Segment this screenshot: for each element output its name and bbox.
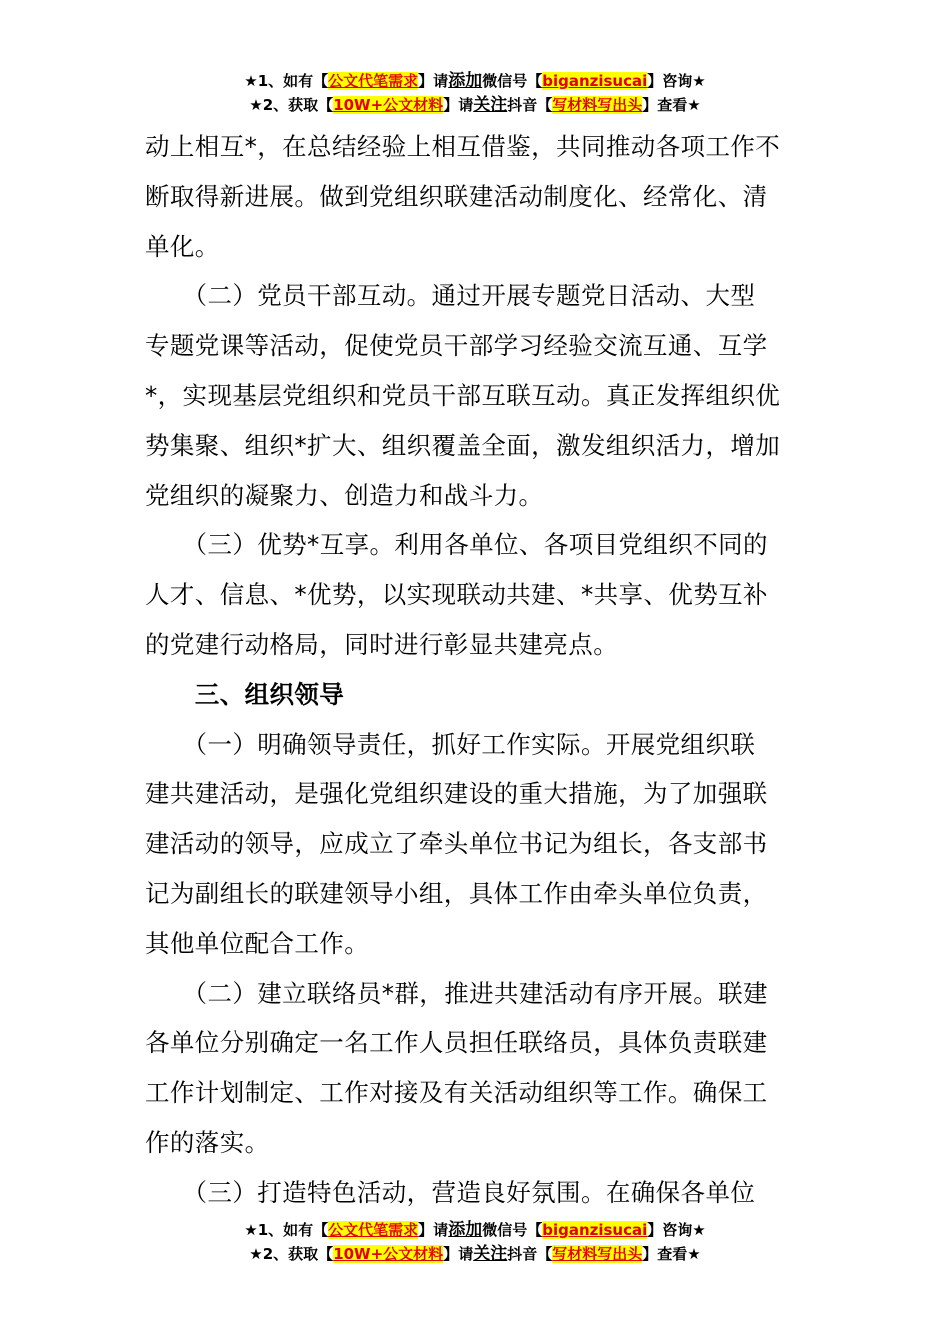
banner-highlight: 写材料写出头	[552, 1245, 643, 1263]
text-line: （三）打造特色活动，营造良好氛围。在确保各单位	[145, 1177, 756, 1207]
footer-banner	[0, 1218, 950, 1266]
banner-text: 】查看★	[642, 1245, 701, 1263]
banner-text: 】请	[418, 1221, 449, 1239]
banner-text: 抖音【	[507, 96, 553, 114]
banner-text: 】咨询★	[647, 72, 706, 90]
banner-text: 抖音【	[507, 1245, 553, 1263]
text-line: 作的落实。	[145, 1127, 270, 1157]
banner-text: 微信号【	[482, 72, 543, 90]
text-line: 各单位分别确定一名工作人员担任联络员，具体负责联建	[145, 1028, 768, 1058]
header-banner	[0, 69, 950, 117]
banner-highlight: biganzisucai	[542, 1221, 648, 1239]
text-line: 记为副组长的联建领导小组，具体工作由牵头单位负责，	[145, 878, 768, 908]
text-line: （三）优势*互享。利用各单位、各项目党组织不同的	[145, 530, 768, 560]
text-line: 其他单位配合工作。	[145, 928, 370, 958]
banner-text: ★1、如有【	[244, 1221, 329, 1239]
text-line: 断取得新进展。做到党组织联建活动制度化、经常化、清	[145, 181, 768, 211]
banner-text: 】咨询★	[647, 1221, 706, 1239]
banner-text: 微信号【	[482, 1221, 543, 1239]
text-line: （二）党员干部互动。通过开展专题党日活动、大型	[145, 281, 756, 311]
text-line: 建共建活动，是强化党组织建设的重大措施，为了加强联	[145, 779, 768, 809]
document-body	[145, 122, 825, 1218]
text-line: 单化。	[145, 231, 220, 261]
text-line: 势集聚、组织*扩大、组织覆盖全面，激发组织活力，增加	[145, 430, 781, 460]
banner-line-2	[0, 1242, 950, 1266]
banner-text: 】请	[443, 96, 474, 114]
banner-line-1	[0, 69, 950, 93]
banner-line-1	[0, 1218, 950, 1242]
text-line: 的党建行动格局，同时进行彰显共建亮点。	[145, 629, 619, 659]
banner-text: 】请	[418, 72, 449, 90]
banner-highlight: 公文代笔需求	[328, 72, 419, 90]
banner-text: ★2、获取【	[249, 1245, 334, 1263]
banner-emphasis: 关注	[473, 95, 508, 115]
text-line: *，实现基层党组织和党员干部互联互动。真正发挥组织优	[145, 380, 781, 410]
text-line: 动上相互*，在总结经验上相互借鉴，共同推动各项工作不	[145, 132, 781, 161]
banner-emphasis: 添加	[448, 71, 483, 91]
text-line: 工作计划制定、工作对接及有关活动组织等工作。确保工	[145, 1078, 768, 1108]
banner-text: ★1、如有【	[244, 72, 329, 90]
text-line: 人才、信息、*优势，以实现联动共建、*共享、优势互补	[145, 580, 768, 610]
text-line: 建活动的领导，应成立了牵头单位书记为组长，各支部书	[145, 829, 768, 859]
banner-emphasis: 关注	[473, 1244, 508, 1264]
banner-highlight: 公文代笔需求	[328, 1221, 419, 1239]
banner-highlight: 10W+公文材料	[333, 96, 444, 114]
banner-text: ★2、获取【	[249, 96, 334, 114]
banner-highlight: 写材料写出头	[552, 96, 643, 114]
text-line: 党组织的凝聚力、创造力和战斗力。	[145, 480, 544, 510]
banner-highlight: 10W+公文材料	[333, 1245, 444, 1263]
banner-line-2	[0, 93, 950, 117]
section-heading: 三、组织领导	[145, 679, 345, 709]
text-line: （二）建立联络员*群，推进共建活动有序开展。联建	[145, 978, 768, 1008]
text-line: 专题党课等活动，促使党员干部学习经验交流互通、互学	[145, 331, 768, 361]
banner-text: 】查看★	[642, 96, 701, 114]
banner-emphasis: 添加	[448, 1220, 483, 1240]
banner-text: 】请	[443, 1245, 474, 1263]
banner-highlight: biganzisucai	[542, 72, 648, 90]
text-line: （一）明确领导责任，抓好工作实际。开展党组织联	[145, 729, 756, 759]
